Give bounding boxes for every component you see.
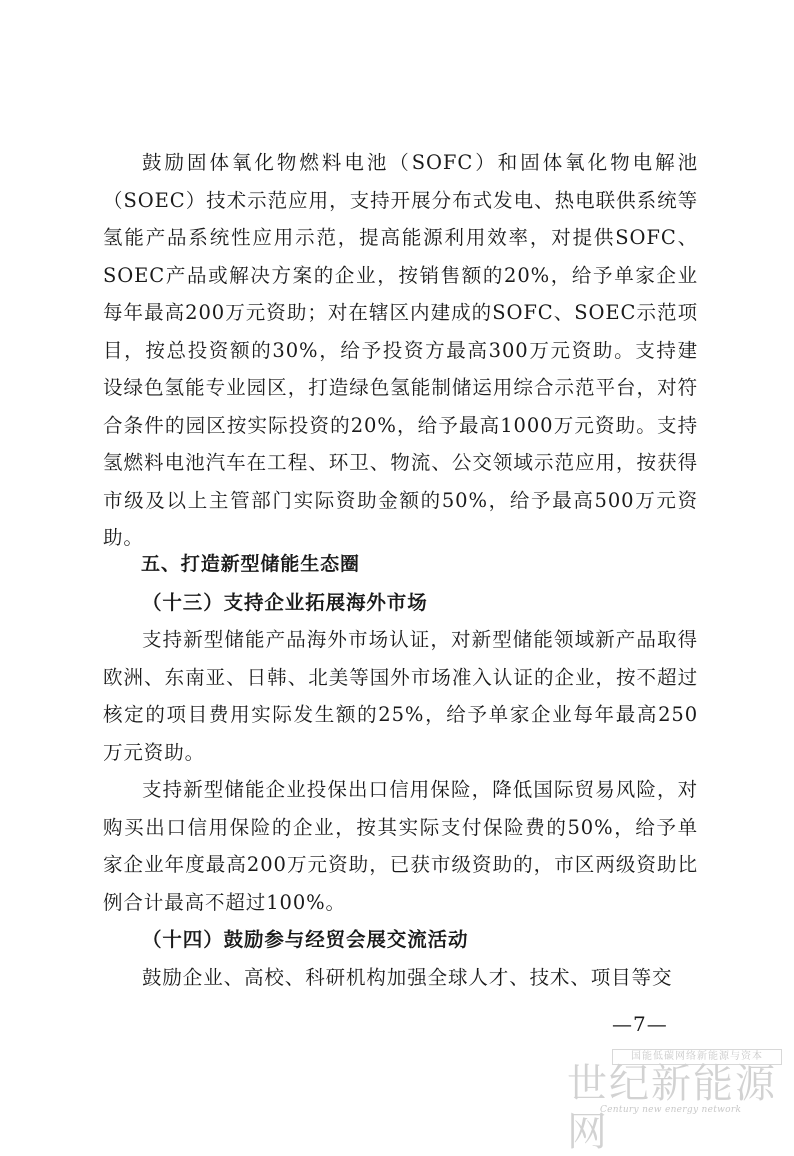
paragraph-export-credit-insurance: 支持新型储能企业投保出口信用保险，降低国际贸易风险，对购买出口信用保险的企业，按其实际支付保险费的50%，给予单家企业年度最高200万元资助，已获市级资助的，市区两级资助比例合计最高不超过100%。 (103, 778, 698, 914)
watermark-logo-text: 世纪新能源网 (567, 1061, 777, 1155)
section-heading: 五、打造新型储能生态圈 (141, 553, 360, 575)
subheading-14: （十四）鼓励参与经贸会展交流活动 (142, 928, 469, 951)
body-text (103, 144, 698, 557)
page-number: —7— (612, 1012, 668, 1036)
paragraph-exhibition-exchange: 鼓励企业、高校、科研机构加强全球人才、技术、项目等交 (142, 965, 673, 989)
watermark-banner: 国能低碳网络新能源与资本 (612, 1049, 782, 1065)
paragraph-hydrogen-sofc: 鼓励固体氧化物燃料电池（SOFC）和固体氧化物电解池（SOEC）技术示范应用，支持开展分布式发电、热电联供系统等氢能产品系统性应用示范，提高能源利用效率，对提供SOFC、SOEC产品或解决方案的企业，按销售额的20%，给予单家企业每年最高200万元资助；对在辖区内建成的SOFC、SOEC示范项目，按总投资额的30%，给予投资方最高300万元资助。支持建设绿色氢能专业园区，打造绿色氢能制储运用综合示范平台，对符合条件的园区按实际投资的20%，给予最高1000万元资助。支持氢燃料电池汽车在工程、环卫、物流、公交领域示范应用，按获得市级及以上主管部门实际资助金额的50%，给予最高500万元资助。 (103, 151, 698, 549)
subheading-13: （十三）支持企业拓展海外市场 (142, 590, 428, 614)
section-5 (103, 546, 698, 996)
watermark-subtitle: Century new energy network (600, 1105, 742, 1115)
paragraph-overseas-certification: 支持新型储能产品海外市场认证，对新型储能领域新产品取得欧洲、东南亚、日韩、北美等国外市场准入认证的企业，按不超过核定的项目费用实际发生额的25%，给予单家企业每年最高250万元资助。 (103, 628, 698, 764)
